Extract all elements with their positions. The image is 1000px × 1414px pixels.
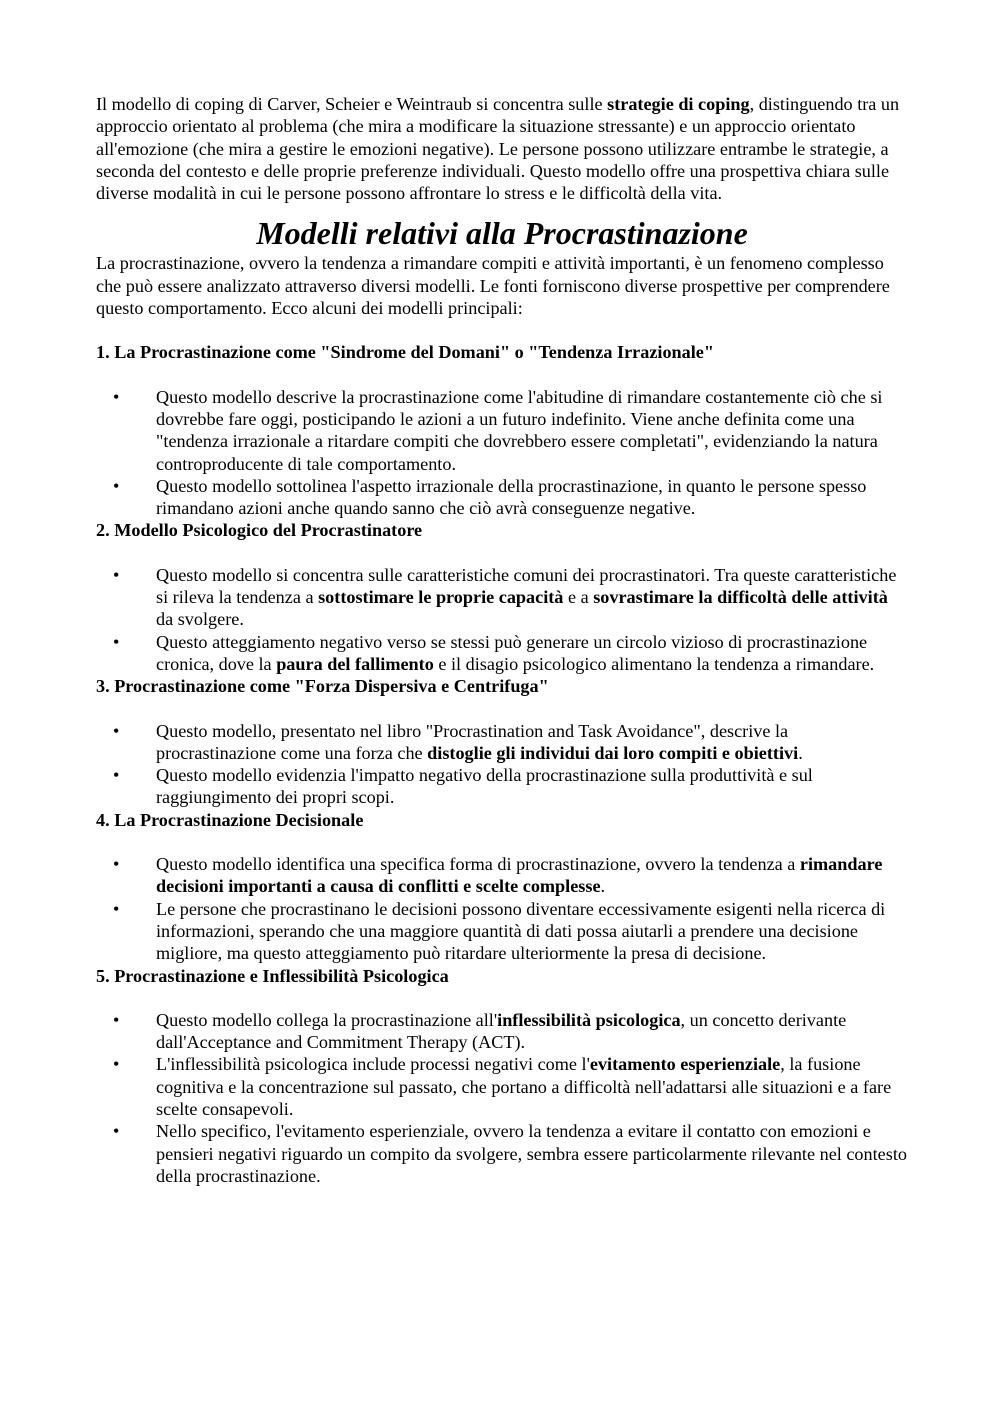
bullet-icon: •	[113, 854, 120, 875]
bullet-icon: •	[113, 1009, 120, 1030]
list-item: • Questo modello, presentato nel libro "Procrastination and Task Avoidance", descrive la procrastinazione come una forza che distoglie gli individui dai loro compiti e obiettivi.	[113, 720, 803, 763]
list-item: • Questo modello descrive la procrastinazione come l'abitudine di rimandare costantemente ciò che si dovrebbe fare oggi, posticipando le azioni a un futuro indefinito. Viene anche definita come una "tendenza irrazionale a ritardare compiti che dovrebbero essere completati", evidenziando la natura controproducente di tale comportamento.	[113, 386, 883, 474]
list-item: • Questo modello si concentra sulle caratteristiche comuni dei procrastinatori. Tra queste caratteristiche si rileva la tendenza a sottostimare le proprie capacità e a sovrastimare la difficoltà delle attività da svolgere.	[113, 564, 897, 630]
list-item: • Questo modello identifica una specifica forma di procrastinazione, ovvero la tendenza a rimandare decisioni importanti a causa di conflitti e scelte complesse.	[113, 854, 883, 897]
section-heading-2: 2. Modello Psicologico del Procrastinatore	[96, 520, 423, 541]
bullet-icon: •	[113, 765, 120, 786]
lead-paragraph: La procrastinazione, ovvero la tendenza a rimandare compiti e attività importanti, è un fenomeno complesso che può essere analizzato attraverso diversi modelli. Le fonti forniscono diverse prospettive per comprendere questo comportamento. Ecco alcuni dei modelli principali:	[96, 253, 890, 319]
list-item: • Questo modello collega la procrastinazione all'inflessibilità psicologica, un concetto derivante dall'Acceptance and Commitment Therapy (ACT).	[113, 1009, 847, 1053]
section-5-list	[96, 1009, 908, 1187]
section-2-list	[96, 564, 908, 675]
intro-text: Il modello di coping di Carver, Scheier e Weintraub si concentra sulle	[96, 94, 608, 114]
list-item: • Questo atteggiamento negativo verso se stessi può generare un circolo vizioso di procrastinazione cronica, dove la paura del fallimento e il disagio psicologico alimentano la tendenza a rimandare.	[113, 631, 875, 674]
bullet-icon: •	[113, 631, 120, 652]
intro-text: , distinguendo tra un approccio orientato al problema (che mira a modificare la situazione stressante) e un approccio orientato all'emozione (che mira a gestire le emozioni negative). Le persone possono utilizzare entrambe le strategie, a seconda del contesto e delle proprie preferenze individuali. Questo modello offre una prospettiva chiara sulle diverse modalità in cui le persone possono affrontare lo stress e le difficoltà della vita.	[96, 94, 900, 204]
section-heading-1: 1. La Procrastinazione come "Sindrome del Domani" o "Tendenza Irrazionale"	[96, 342, 714, 363]
intro-bold: strategie di coping	[607, 94, 750, 114]
list-item: • Le persone che procrastinano le decisioni possono diventare eccessivamente esigenti nella ricerca di informazioni, sperando che una maggiore quantità di dati possa aiutarli a prendere una decisione migliore, ma questo atteggiamento può ritardare ulteriormente la presa di decisione.	[113, 898, 886, 964]
list-item: • Questo modello sottolinea l'aspetto irrazionale della procrastinazione, in quanto le persone spesso rimandano azioni anche quando sanno che ciò avrà conseguenze negative.	[113, 475, 867, 519]
section-3-list	[96, 720, 908, 809]
list-item: • L'inflessibilità psicologica include processi negativi come l'evitamento esperienziale, la fusione cognitiva e la concentrazione sul passato, che portano a difficoltà nell'adattarsi alle situazioni e a fare scelte consapevoli.	[113, 1054, 892, 1119]
section-1-list	[96, 386, 908, 520]
bullet-icon: •	[113, 564, 120, 585]
bullet-icon: •	[113, 898, 120, 919]
bullet-icon: •	[113, 386, 120, 407]
section-heading-4: 4. La Procrastinazione Decisionale	[96, 809, 364, 830]
intro-paragraph	[96, 93, 908, 204]
bullet-icon: •	[113, 475, 120, 496]
section-4-list	[96, 853, 908, 964]
section-heading-3: 3. Procrastinazione come "Forza Dispersiva e Centrifuga"	[96, 676, 549, 697]
bullet-icon: •	[113, 1121, 120, 1142]
list-item: • Questo modello evidenzia l'impatto negativo della procrastinazione sulla produttività e sul raggiungimento dei propri scopi.	[113, 765, 813, 808]
page-title: Modelli relativi alla Procrastinazione	[256, 215, 748, 252]
document-page	[96, 93, 908, 1187]
section-heading-5: 5. Procrastinazione e Inflessibilità Psicologica	[96, 965, 449, 986]
bullet-icon: •	[113, 1054, 120, 1075]
bullet-icon: •	[113, 720, 120, 741]
list-item: • Nello specifico, l'evitamento esperienziale, ovvero la tendenza a evitare il contatto con emozioni e pensieri negativi riguardo un compito da svolgere, sembra essere particolarmente rilevante nel contesto della procrastinazione.	[113, 1121, 907, 1186]
